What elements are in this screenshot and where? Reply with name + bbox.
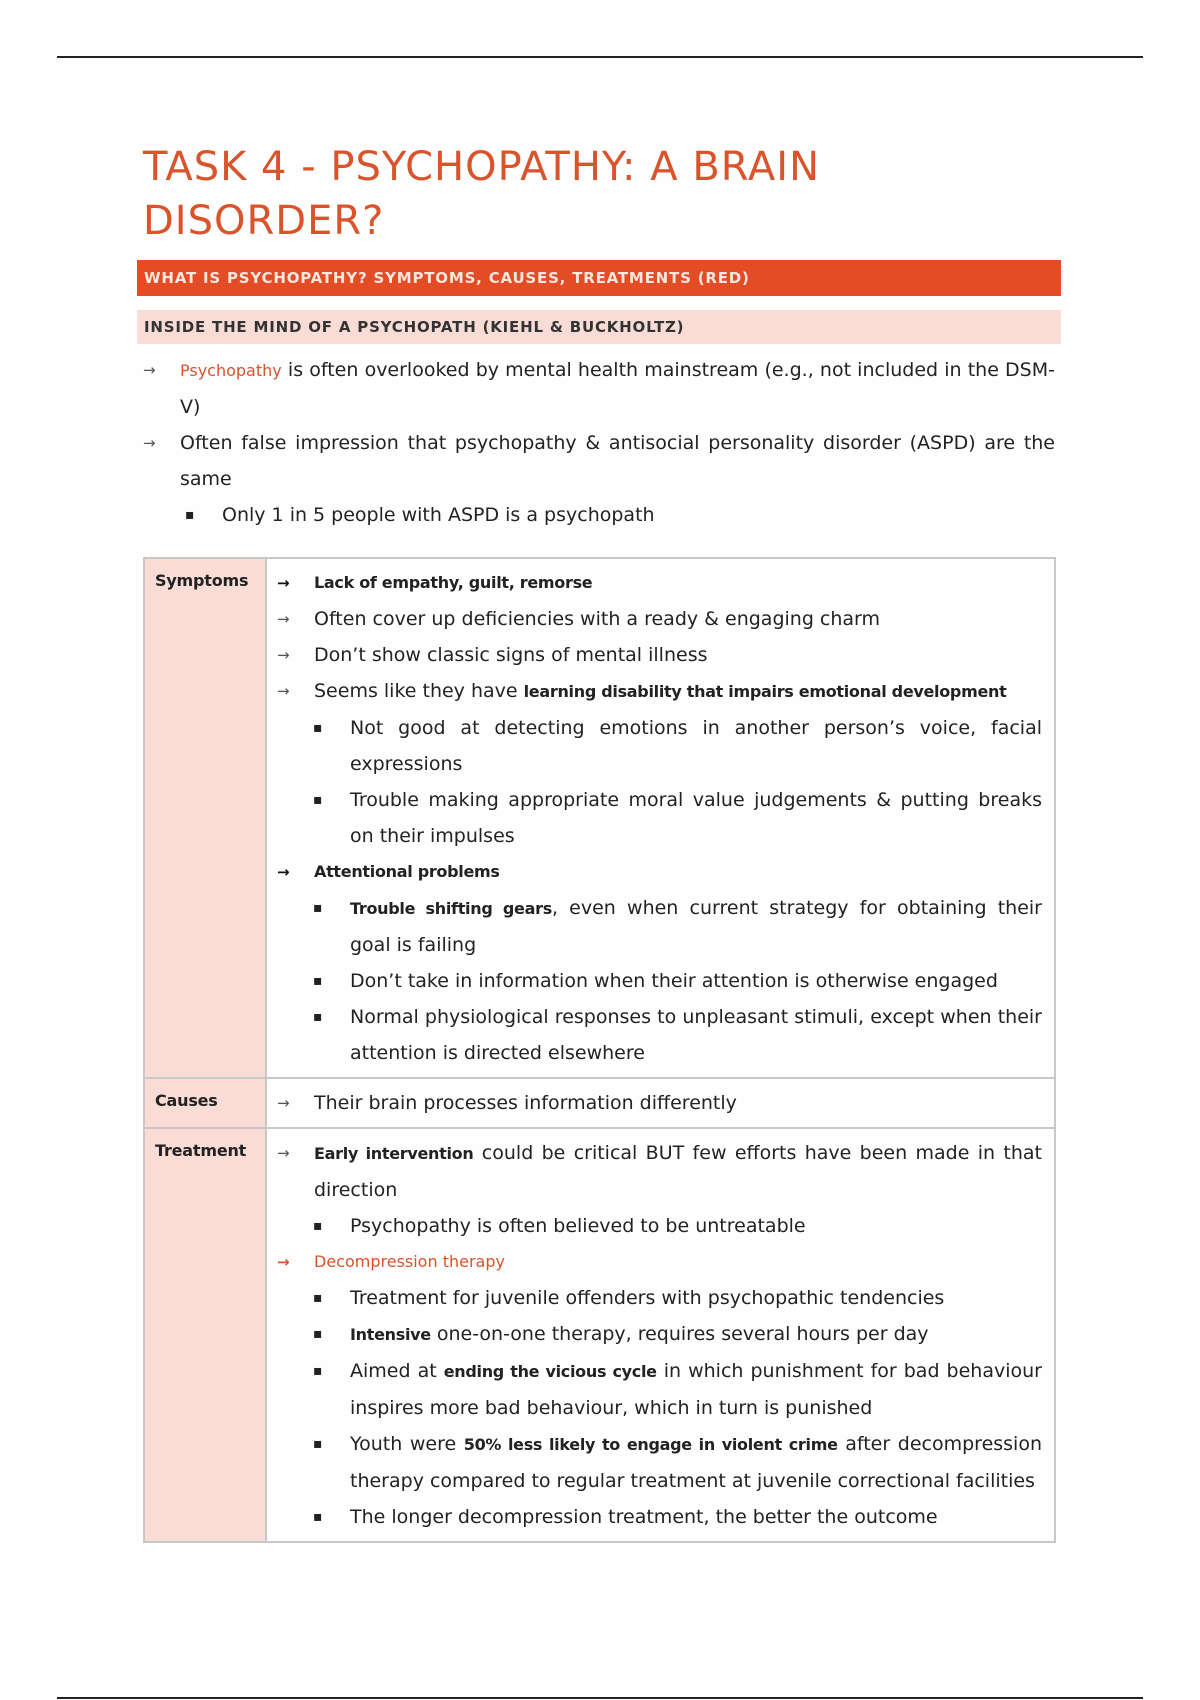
bullet-icon: ▪ bbox=[313, 1218, 323, 1234]
bullet-icon: ▪ bbox=[313, 1290, 323, 1306]
list-item: → Seems like they have learning disability that impairs emotional development bbox=[277, 673, 1042, 710]
list-item: → Often cover up deficiencies with a ready & engaging charm bbox=[277, 601, 1042, 637]
arrow-icon: → bbox=[277, 574, 290, 592]
sub-list-item: ▪ Psychopathy is often believed to be untreatable bbox=[277, 1208, 1042, 1244]
bullet-icon: ▪ bbox=[313, 720, 323, 736]
table-row-symptoms bbox=[144, 558, 1055, 1078]
row-content bbox=[266, 1078, 1055, 1128]
sub-list-item: ▪ Normal physiological responses to unpleasant stimuli, except when their attention is directed elsewhere bbox=[277, 999, 1042, 1071]
sub-list-item: ▪ Don’t take in information when their attention is otherwise engaged bbox=[277, 963, 1042, 999]
arrow-icon: → bbox=[277, 1094, 290, 1112]
sub-list-item: ▪ Youth were 50% less likely to engage in violent crime after decompression therapy compared to regular treatment at juvenile correctional facilities bbox=[277, 1426, 1042, 1499]
bullet-icon: ▪ bbox=[313, 1436, 323, 1452]
bullet-icon: ▪ bbox=[313, 1363, 323, 1379]
arrow-icon: → bbox=[277, 646, 290, 664]
arrow-icon: → bbox=[143, 434, 156, 452]
bullet-icon: ▪ bbox=[313, 792, 323, 808]
sub-list-item: ▪ Aimed at ending the vicious cycle in which punishment for bad behaviour inspires more bad behaviour, which in turn is punished bbox=[277, 1353, 1042, 1426]
list-item: → Attentional problems bbox=[277, 854, 1042, 890]
subsection-heading: INSIDE THE MIND OF A PSYCHOPATH (KIEHL & BUCKHOLTZ) bbox=[137, 310, 1061, 344]
list-item: → Don’t show classic signs of mental illness bbox=[277, 637, 1042, 673]
bullet-icon: ▪ bbox=[313, 1009, 323, 1025]
sub-list-item: ▪ Not good at detecting emotions in another person’s voice, facial expressions bbox=[277, 710, 1042, 782]
sub-list-item: ▪ Treatment for juvenile offenders with psychopathic tendencies bbox=[277, 1280, 1042, 1316]
table-row-treatment bbox=[144, 1128, 1055, 1542]
list-item: → Decompression therapy bbox=[277, 1244, 1042, 1280]
bullet-icon: ▪ bbox=[313, 973, 323, 989]
arrow-icon: → bbox=[277, 682, 290, 700]
list-item: → Psychopathy is often overlooked by mental health mainstream (e.g., not included in the DSM-V) bbox=[143, 352, 1055, 425]
table-row-causes bbox=[144, 1078, 1055, 1128]
intro-list bbox=[143, 352, 1055, 533]
page-title: TASK 4 - PSYCHOPATHY: A BRAIN DISORDER? bbox=[143, 144, 821, 244]
list-item: → Often false impression that psychopathy & antisocial personality disorder (ASPD) are the same bbox=[143, 425, 1055, 497]
highlight-term: Psychopathy bbox=[180, 361, 282, 380]
row-label: Symptoms bbox=[144, 558, 266, 1078]
bullet-icon: ▪ bbox=[313, 900, 323, 916]
row-label: Treatment bbox=[144, 1128, 266, 1542]
row-content bbox=[266, 1128, 1055, 1542]
arrow-icon: → bbox=[277, 1144, 290, 1162]
bullet-icon: ▪ bbox=[313, 1326, 323, 1342]
list-item: → Their brain processes information differently bbox=[277, 1085, 1042, 1121]
arrow-icon: → bbox=[143, 361, 156, 379]
sub-list-item: ▪ Intensive one-on-one therapy, requires several hours per day bbox=[277, 1316, 1042, 1353]
notes-table bbox=[143, 557, 1056, 1543]
sub-list-item: ▪ Only 1 in 5 people with ASPD is a psychopath bbox=[143, 497, 1055, 533]
sub-list-item: ▪ Trouble shifting gears, even when current strategy for obtaining their goal is failing bbox=[277, 890, 1042, 963]
list-item: → Early intervention could be critical BUT few efforts have been made in that direction bbox=[277, 1135, 1042, 1208]
row-content bbox=[266, 558, 1055, 1078]
bullet-icon: ▪ bbox=[185, 507, 195, 523]
page-top-rule bbox=[57, 56, 1143, 58]
bullet-icon: ▪ bbox=[313, 1509, 323, 1525]
arrow-icon: → bbox=[277, 1253, 290, 1271]
row-label: Causes bbox=[144, 1078, 266, 1128]
sub-list-item: ▪ Trouble making appropriate moral value judgements & putting breaks on their impulses bbox=[277, 782, 1042, 854]
arrow-icon: → bbox=[277, 610, 290, 628]
arrow-icon: → bbox=[277, 863, 290, 881]
list-item: → Lack of empathy, guilt, remorse bbox=[277, 565, 1042, 601]
page-bottom-rule bbox=[57, 1697, 1143, 1699]
sub-list-item: ▪ The longer decompression treatment, the better the outcome bbox=[277, 1499, 1042, 1535]
section-heading: WHAT IS PSYCHOPATHY? SYMPTOMS, CAUSES, TREATMENTS (RED) bbox=[137, 260, 1061, 296]
